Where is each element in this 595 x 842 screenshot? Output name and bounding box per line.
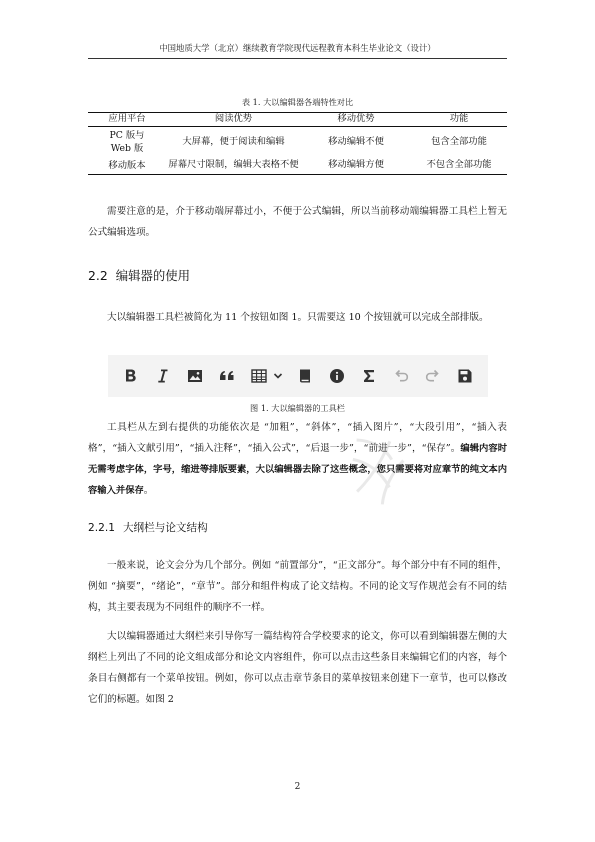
table-cell: 包含全部功能: [431, 135, 487, 147]
chevron-down-icon[interactable]: [272, 365, 284, 387]
table-caption: 表 1. 大以编辑器各端特性对比: [241, 97, 354, 107]
paragraph: 一般来说，论文会分为几个部分。例如 “前置部分”，“正文部分”。每个部分中有不同的组件，例如 “摘要”，“绪论”，“章节”。部分和组件构成了论文结构。不同的论文写作规范会有不同的结构，其主要表现为不同组件的顺序不一样。: [88, 560, 507, 613]
redo-icon[interactable]: [422, 365, 444, 387]
table-cell: 移动编辑不便: [328, 135, 384, 147]
subsection-heading: [88, 520, 216, 535]
table-cell: 大屏幕，便于阅读和编辑: [182, 135, 285, 147]
paragraph-text: 工具栏从左到右提供的功能依次是 “加粗”，“斜体”，“插入图片”，“大段引用”，“插入表格”，“插入文献引用”，“插入注释”，“插入公式”，“后退一步”，“前进一步”，“保存”。: [88, 422, 507, 454]
italic-icon[interactable]: [152, 365, 174, 387]
column-header: 功能: [449, 113, 469, 124]
bold-icon[interactable]: [120, 365, 142, 387]
column-header: 应用平台: [108, 113, 146, 124]
table-cell: 移动版本: [108, 159, 146, 171]
section-heading: [88, 266, 198, 284]
table-header-row: [88, 113, 507, 127]
editor-toolbar: [108, 355, 488, 397]
section-title: 大纲栏与论文结构: [122, 522, 208, 534]
table-cell: PC 版与 Web 版: [109, 129, 145, 154]
table-row: [88, 158, 507, 175]
page-number: 2: [294, 782, 301, 792]
section-title: 编辑器的使用: [115, 268, 191, 283]
save-icon[interactable]: [454, 365, 476, 387]
table-icon[interactable]: [248, 365, 270, 387]
paragraph-text: 。: [143, 485, 154, 496]
image-icon[interactable]: [184, 365, 206, 387]
table-cell: 屏幕尺寸限制，编辑大表格不便: [168, 159, 299, 171]
figure-caption: 图 1. 大以编辑器的工具栏: [250, 403, 345, 413]
page-header: 中国地质大学（北京）继续教育学院现代远程教育本科生毕业论文（设计）: [88, 42, 507, 59]
comparison-table: [88, 112, 507, 175]
sigma-icon[interactable]: [358, 365, 380, 387]
table-cell: 移动编辑方便: [328, 159, 384, 171]
paragraph: 需要注意的是，介于移动端屏幕过小，不便于公式编辑，所以当前移动端编辑器工具栏上暂无公式编辑选项。: [88, 206, 507, 238]
info-icon[interactable]: [326, 365, 348, 387]
column-header: 阅读优势: [214, 113, 253, 124]
paragraph: 大以编辑器工具栏被简化为 11 个按钮如图 1。只需要这 10 个按钮就可以完成全部排版。: [107, 312, 489, 323]
table-cell: 不包含全部功能: [426, 159, 492, 171]
quote-icon[interactable]: [216, 365, 238, 387]
section-number: 2.2.1: [88, 522, 115, 534]
table-row: [88, 126, 507, 158]
section-number: 2.2: [88, 268, 108, 283]
column-header: 移动优势: [337, 113, 375, 124]
bookmark-icon[interactable]: [294, 365, 316, 387]
paragraph: 大以编辑器通过大纲栏来引导你写一篇结构符合学校要求的论文，你可以看到编辑器左侧的大纲栏上列出了不同的论文组成部分和论文内容组件，你可以点击这些条目来编辑它们的内容，每个条目右侧都有一个菜单按钮。例如，你可以点击章节条目的菜单按钮来创建下一章节，也可以修改它们的标题。如图 2: [88, 631, 507, 705]
undo-icon[interactable]: [390, 365, 412, 387]
bold-text: 编辑内容时无需考虑字体，字号，缩进等排版要素，大以编辑器去除了这些概念，您只需要将对应章节的纯文本内容输入并保存: [88, 443, 507, 496]
